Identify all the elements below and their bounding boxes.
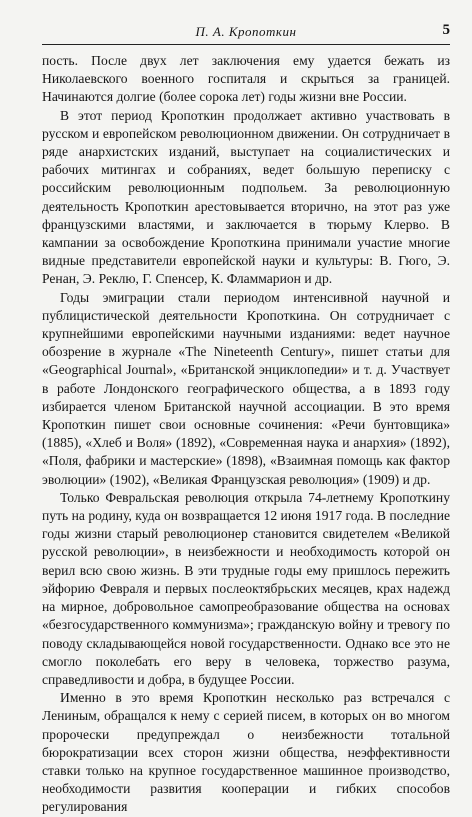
paragraph: Только Февральская революция открыла 74-летнему Кропоткину путь на родину, куда он возвращается 12 июня 1917 года. В последние годы жизни старый революционер становится свидетелем «Великой русской революции», в неизбежности и необходимость которой он верил всю свою жизнь. В эти трудные годы ему пришлось пережить эйфорию Февраля и первых послеоктябрьских месяцев, крах надежд на мирное, добровольное самопреобразование общества на основах «безгосударственного коммунизма»; гражданскую войну и тревогу по поводу складывающейся новой государственности. Однако все это не смогло поколебать его веру в человека, торжество разума, справедливости и добра, в будущее России. <box>42 489 450 687</box>
paragraph: В этот период Кропоткин продолжает активно участвовать в русском и европейском революционном движении. Он сотрудничает в ряде анархистских изданий, выступает на социалистических и рабочих митингах и собраниях, ведет большую переписку с российским революционным подпольем. За революционную деятельность Кропоткин арестовывается вторично, на этот раз уже французскими властями, и заключается в тюрьму Клерво. В кампании за освобождение Кропоткина принимали участие многие видные представители европейской науки и культуры: В. Гюго, Э. Ренан, Э. Реклю, Г. Спенсер, К. Фламмарион и др. <box>42 107 450 287</box>
running-title: П. А. Кропоткин <box>195 24 297 39</box>
running-header <box>42 22 450 45</box>
page-number: 5 <box>442 22 450 38</box>
paragraph: пость. После двух лет заключения ему удается бежать из Николаевского военного госпиталя и скрыться за границей. Начинаются долгие (более сорока лет) годы жизни вне России. <box>42 53 450 105</box>
body-text <box>42 52 450 817</box>
paragraph: Годы эмиграции стали периодом интенсивной научной и публицистической деятельности Кропоткина. Он сотрудничает с крупнейшими европейскими научными изданиями: ведет научное обозрение в журнале «The Nineteenth Century», пишет статьи для «Geographical Journal», «Британской энциклопедии» и т. д. Участвует в работе Лондонского географического общества, а в 1893 году избирается членом Британской научной ассоциации. В это время Кропоткин пишет свои основные сочинения: «Речи бунтовщика» (1885), «Хлеб и Воля» (1892), «Современная наука и анархия» (1892), «Поля, фабрики и мастерские» (1898), «Взаимная помощь как фактор эволюции» (1902), «Великая Французская революция» (1909) и др. <box>42 289 450 487</box>
paragraph: Именно в это время Кропоткин несколько раз встречался с Лениным, обращался к нему с серией писем, в которых он во многом пророчески предупреждал о неизбежности тотальной бюрократизации всех сторон жизни общества, неэффективности ставки только на крупное государственное машинное производство, необходимости развития кооперации и гибких способов регулирования <box>42 690 450 815</box>
